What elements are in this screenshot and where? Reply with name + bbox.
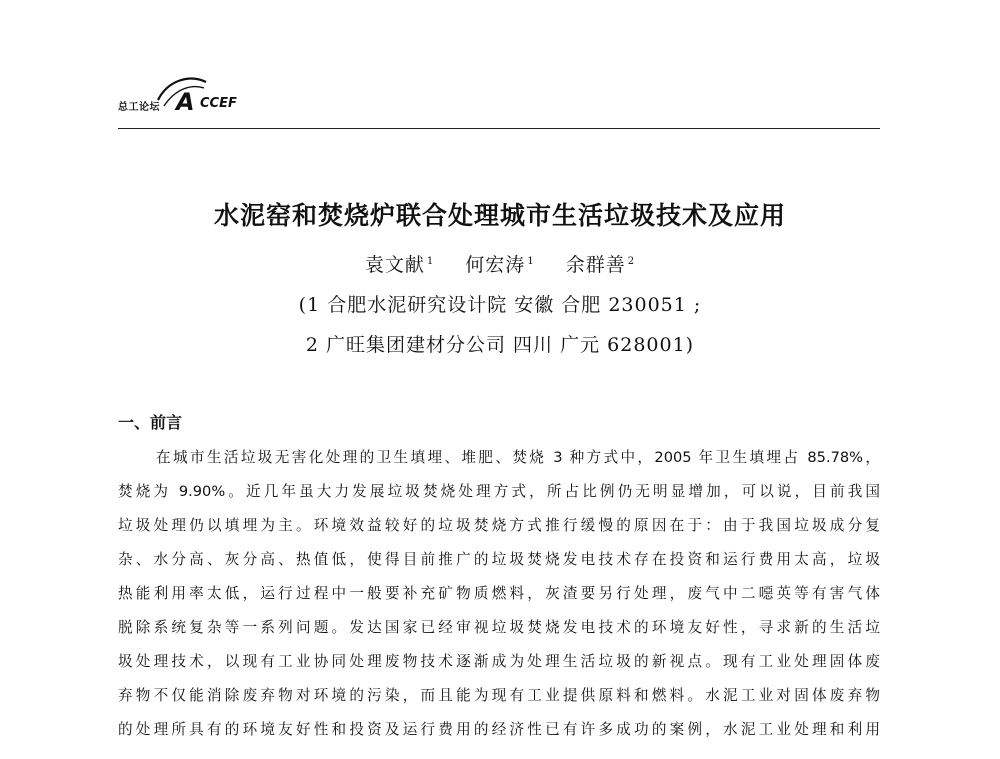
affiliation-2: 2 广旺集团建材分公司 四川 广元 628001) bbox=[305, 334, 695, 356]
svg-text:A: A bbox=[176, 88, 195, 114]
paragraph-line: 脱除系统复杂等一系列问题。发达国家已经审视垃圾焚烧发电技术的环境友好性，寻求新的生活垃 bbox=[118, 619, 880, 636]
author bbox=[365, 254, 434, 276]
author-name: 何宏涛 bbox=[465, 254, 526, 276]
header-divider bbox=[118, 128, 880, 129]
paragraph-line: 热能利用率太低，运行过程中一般要补充矿物质燃料，灰渣要另行处理，废气中二噁英等有害气体 bbox=[118, 585, 880, 602]
paragraph-line: 杂、水分高、灰分高、热值低，使得目前推广的垃圾焚烧发电技术存在投资和运行费用太高，垃圾 bbox=[118, 551, 880, 568]
author-affil-mark: 1 bbox=[426, 255, 435, 267]
author-list bbox=[0, 250, 1000, 277]
author-affil-mark: 2 bbox=[627, 255, 636, 267]
author bbox=[465, 254, 534, 276]
paragraph-line: 的处理所具有的环境友好性和投资及运行费用的经济性已有许多成功的案例，水泥工业处理和利用 bbox=[118, 721, 880, 738]
author-name: 袁文献 bbox=[364, 254, 425, 276]
paragraph-line: 垃圾处理仍以填埋为主。环境效益较好的垃圾焚烧方式推行缓慢的原因在于：由于我国垃圾成分复 bbox=[118, 517, 880, 534]
paragraph-line: 在城市生活垃圾无害化处理的卫生填埋、堆肥、焚烧 3 种方式中，2005 年卫生填埋占 85.78%， bbox=[156, 449, 880, 466]
author bbox=[566, 254, 635, 276]
author-name: 余群善 bbox=[565, 254, 626, 276]
logo-cn-text: 总工论坛 bbox=[118, 102, 160, 113]
affiliation-1: (1 合肥水泥研究设计院 安徽 合肥 230051 ; bbox=[298, 294, 702, 316]
ccef-logo bbox=[118, 62, 248, 126]
logo-en-text: CCEF bbox=[200, 96, 237, 111]
paper-title: 水泥窑和焚烧炉联合处理城市生活垃圾技术及应用 bbox=[213, 201, 786, 230]
author-affil-mark: 1 bbox=[527, 255, 535, 267]
paragraph-line: 圾处理技术，以现有工业协同处理废物技术逐渐成为处理生活垃圾的新视点。现有工业处理固体废 bbox=[118, 653, 880, 670]
paragraph-line: 焚烧为 9.90%。近几年虽大力发展垃圾焚烧处理方式，所占比例仍无明显增加，可以说，目前我国 bbox=[118, 483, 880, 500]
section-heading: 一、前言 bbox=[118, 413, 183, 432]
paragraph-line: 弃物不仅能消除废弃物对环境的污染，而且能为现有工业提供原料和燃料。水泥工业对固体废弃物 bbox=[118, 687, 880, 704]
